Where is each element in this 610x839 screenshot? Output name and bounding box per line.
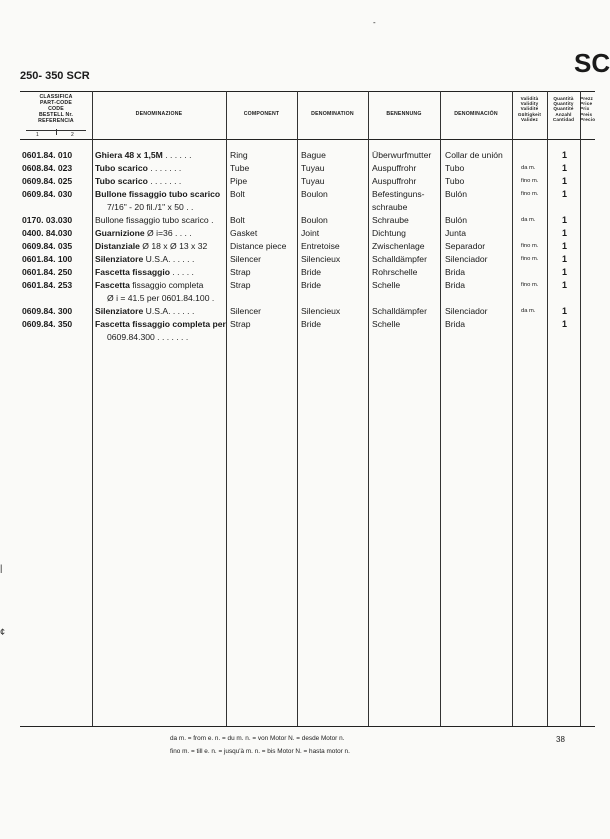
header-price: Prezz Price Prix Preis Precio xyxy=(580,96,596,122)
component-en: Strap xyxy=(230,267,251,277)
quantity: 1 xyxy=(562,306,568,316)
benennung-de: Schraube xyxy=(372,215,409,225)
page-number: 38 xyxy=(556,735,565,744)
denominazione xyxy=(95,149,192,162)
denominazione-text: 0609.84.300 . . . . . . . xyxy=(107,332,189,342)
validity: da m. xyxy=(521,165,536,171)
table-row xyxy=(20,266,595,279)
part-code: 0601.84. 253 xyxy=(22,280,73,290)
benennung-de: Überwurfmutter xyxy=(372,150,432,160)
ruler-label-1: 1 xyxy=(36,132,39,138)
header-denominacion: DENOMINACIÓN xyxy=(454,111,498,117)
benennung-de: Dichtung xyxy=(372,228,406,238)
table-row xyxy=(20,201,595,214)
denominazione-text: . . . . . xyxy=(169,267,194,277)
benennung-de: Schalldämpfer xyxy=(372,254,427,264)
quantity: 1 xyxy=(562,228,568,238)
denominacion-es: Silenciador xyxy=(445,254,488,264)
component-en: Bolt xyxy=(230,189,245,199)
footer-legend-1: da m. = from e. n. = du m. n. = von Motor N. = desde Motor n. xyxy=(170,735,345,742)
benennung-de: Schelle xyxy=(372,280,401,290)
denominazione-bold: Tubo scarico xyxy=(95,176,148,186)
table-row xyxy=(20,162,595,175)
denomination-fr: Boulon xyxy=(301,215,328,225)
part-code: 0170. 03.030 xyxy=(22,215,73,225)
denomination-fr: Boulon xyxy=(301,189,328,199)
denominazione xyxy=(107,331,188,344)
section-title: SC xyxy=(574,48,610,78)
header-benennung: BENENNUNG xyxy=(386,111,422,117)
denomination-fr: Bride xyxy=(301,319,322,329)
quantity: 1 xyxy=(562,280,568,290)
part-code: 0601.84. 100 xyxy=(22,254,73,264)
denomination-fr: Bride xyxy=(301,267,322,277)
denomination-fr: Silencieux xyxy=(301,306,341,316)
denominazione xyxy=(95,162,181,175)
denominacion-es: Brida xyxy=(445,267,466,277)
benennung-de: Schalldämpfer xyxy=(372,306,427,316)
table-bottom-rule xyxy=(20,726,595,727)
benennung-de: Befestinguns- xyxy=(372,189,425,199)
header-denominazione: DENOMINAZIONE xyxy=(135,111,183,117)
table-top-rule xyxy=(20,91,595,92)
denominazione-text: Ø 18 x Ø 13 x 32 xyxy=(139,241,208,251)
validity: da m. xyxy=(521,308,536,314)
component-en: Strap xyxy=(230,280,251,290)
table-row xyxy=(20,188,595,201)
denomination-fr: Tuyau xyxy=(301,176,325,186)
ruler-label-2: 2 xyxy=(71,132,74,138)
denominazione-bold: Tubo scarico xyxy=(95,163,148,173)
denominazione xyxy=(95,279,203,292)
denominacion-es: Bulón xyxy=(445,189,467,199)
benennung-de: Rohrschelle xyxy=(372,267,418,277)
denominacion-es: Collar de unión xyxy=(445,150,503,160)
denominazione-bold: Ghiera 48 x 1,5M xyxy=(95,150,163,160)
part-code: 0608.84. 023 xyxy=(22,163,73,173)
denominacion-es: Separador xyxy=(445,241,486,251)
denominazione-text: . . . . . . . xyxy=(147,176,182,186)
quantity: 1 xyxy=(562,150,568,160)
denomination-fr: Joint xyxy=(301,228,320,238)
denominazione-bold: Fascetta fissaggio completa per xyxy=(95,319,226,329)
denominazione-text: . . . . . . xyxy=(162,150,192,160)
part-code: 0601.84. 010 xyxy=(22,150,73,160)
denominazione xyxy=(95,305,194,318)
denominacion-es: Brida xyxy=(445,319,466,329)
validity: fino m. xyxy=(521,178,539,184)
denomination-fr: Bride xyxy=(301,280,322,290)
denominazione xyxy=(95,253,194,266)
denominacion-es: Junta xyxy=(445,228,467,238)
denominacion-es: Bulón xyxy=(445,215,467,225)
quantity: 1 xyxy=(562,189,568,199)
component-en: Gasket xyxy=(230,228,258,238)
table-row xyxy=(20,305,595,318)
denominazione-bold: Silenziatore xyxy=(95,254,144,264)
quantity: 1 xyxy=(562,267,568,277)
component-en: Tube xyxy=(230,163,250,173)
denominazione xyxy=(95,188,220,201)
part-code: 0609.84. 035 xyxy=(22,241,73,251)
denominazione-bold: Silenziatore xyxy=(95,306,144,316)
denomination-fr: Entretoise xyxy=(301,241,340,251)
parts-table xyxy=(20,91,595,726)
edge-mark: ¢ xyxy=(0,627,6,637)
quantity: 1 xyxy=(562,319,568,329)
component-en: Strap xyxy=(230,319,251,329)
table-row xyxy=(20,331,595,344)
part-code: 0609.84. 030 xyxy=(22,189,73,199)
header-component: COMPONENT xyxy=(243,111,280,117)
denominazione xyxy=(95,266,194,279)
table-row xyxy=(20,149,595,162)
denomination-fr: Silencieux xyxy=(301,254,341,264)
validity: fino m. xyxy=(521,282,539,288)
denominazione xyxy=(107,292,214,305)
denominazione xyxy=(95,240,207,253)
part-code: 0601.84. 250 xyxy=(22,267,73,277)
edge-mark: | xyxy=(0,563,3,573)
denominazione xyxy=(95,227,192,240)
quantity: 1 xyxy=(562,241,568,251)
denominazione-text: Ø i = 41.5 per 0601.84.100 . xyxy=(107,293,215,303)
quantity: 1 xyxy=(562,254,568,264)
header-validity: Validità Validity Validité Gültigkeit Validez xyxy=(517,96,542,122)
ruler-tick xyxy=(56,129,57,135)
benennung-de: schraube xyxy=(372,202,408,212)
quantity: 1 xyxy=(562,215,568,225)
stray-mark: - xyxy=(373,18,376,27)
model-title: 250- 350 SCR xyxy=(20,70,90,82)
denominacion-es: Tubo xyxy=(445,163,465,173)
validity: fino m. xyxy=(521,256,539,262)
component-en: Ring xyxy=(230,150,248,160)
footer-legend-2: fino m. = till e. n. = jusqu'à m. n. = bis Motor N. = hasta motor n. xyxy=(170,748,350,755)
denominazione xyxy=(95,175,181,188)
denominazione-text: Ø i=36 . . . . xyxy=(144,228,192,238)
table-row xyxy=(20,227,595,240)
denominazione-bold: Fascetta fissaggio xyxy=(95,267,170,277)
component-en: Silencer xyxy=(230,306,262,316)
validity: fino m. xyxy=(521,243,539,249)
denominazione xyxy=(95,318,226,331)
denominazione-text: Bullone fissaggio tubo scarico . xyxy=(95,215,214,225)
table-row xyxy=(20,279,595,292)
denominazione-text: . . . . . . . xyxy=(147,163,182,173)
validity: fino m. xyxy=(521,191,539,197)
denominacion-es: Tubo xyxy=(445,176,465,186)
component-en: Bolt xyxy=(230,215,245,225)
denominazione-text: 7/16" - 20 fil./1" x 50 . . xyxy=(107,202,194,212)
benennung-de: Schelle xyxy=(372,319,401,329)
denominazione-text: U.S.A. . . . . . xyxy=(143,254,195,264)
part-code: 0609.84. 300 xyxy=(22,306,73,316)
header-denomination: DENOMINATION xyxy=(311,111,354,117)
denomination-fr: Tuyau xyxy=(301,163,325,173)
component-en: Silencer xyxy=(230,254,262,264)
validity: da m. xyxy=(521,217,536,223)
header-part-code: CLASSIFICA PART-CODE CODE BESTELL Nr. REFERENCIA xyxy=(38,94,74,124)
header-ruler xyxy=(26,130,86,139)
quantity: 1 xyxy=(562,176,568,186)
header-quantity: Quantità Quantity Quantité Anzahl Cantidad xyxy=(552,96,575,122)
quantity: 1 xyxy=(562,163,568,173)
table-row xyxy=(20,175,595,188)
header-bottom-rule xyxy=(20,139,595,140)
component-en: Pipe xyxy=(230,176,248,186)
table-row xyxy=(20,253,595,266)
denominazione-text: fissaggio completa xyxy=(129,280,204,290)
denominazione-bold: Distanziale xyxy=(95,241,140,251)
denominazione-bold: Fascetta xyxy=(95,280,130,290)
denominazione xyxy=(95,214,213,227)
table-row xyxy=(20,240,595,253)
denominazione-bold: Guarnizione xyxy=(95,228,145,238)
benennung-de: Auspuffrohr xyxy=(372,163,417,173)
component-en: Distance piece xyxy=(230,241,287,251)
part-code: 0609.84. 350 xyxy=(22,319,73,329)
benennung-de: Zwischenlage xyxy=(372,241,425,251)
table-row xyxy=(20,214,595,227)
table-row xyxy=(20,318,595,331)
part-code: 0609.84. 025 xyxy=(22,176,73,186)
part-code: 0400. 84.030 xyxy=(22,228,73,238)
denomination-fr: Bague xyxy=(301,150,326,160)
denominazione-bold: Bullone fissaggio tubo scarico xyxy=(95,189,221,199)
table-row xyxy=(20,292,595,305)
denominacion-es: Silenciador xyxy=(445,306,488,316)
denominazione xyxy=(107,201,193,214)
denominazione-text: U.S.A. . . . . . xyxy=(143,306,195,316)
denominacion-es: Brida xyxy=(445,280,466,290)
benennung-de: Auspuffrohr xyxy=(372,176,417,186)
